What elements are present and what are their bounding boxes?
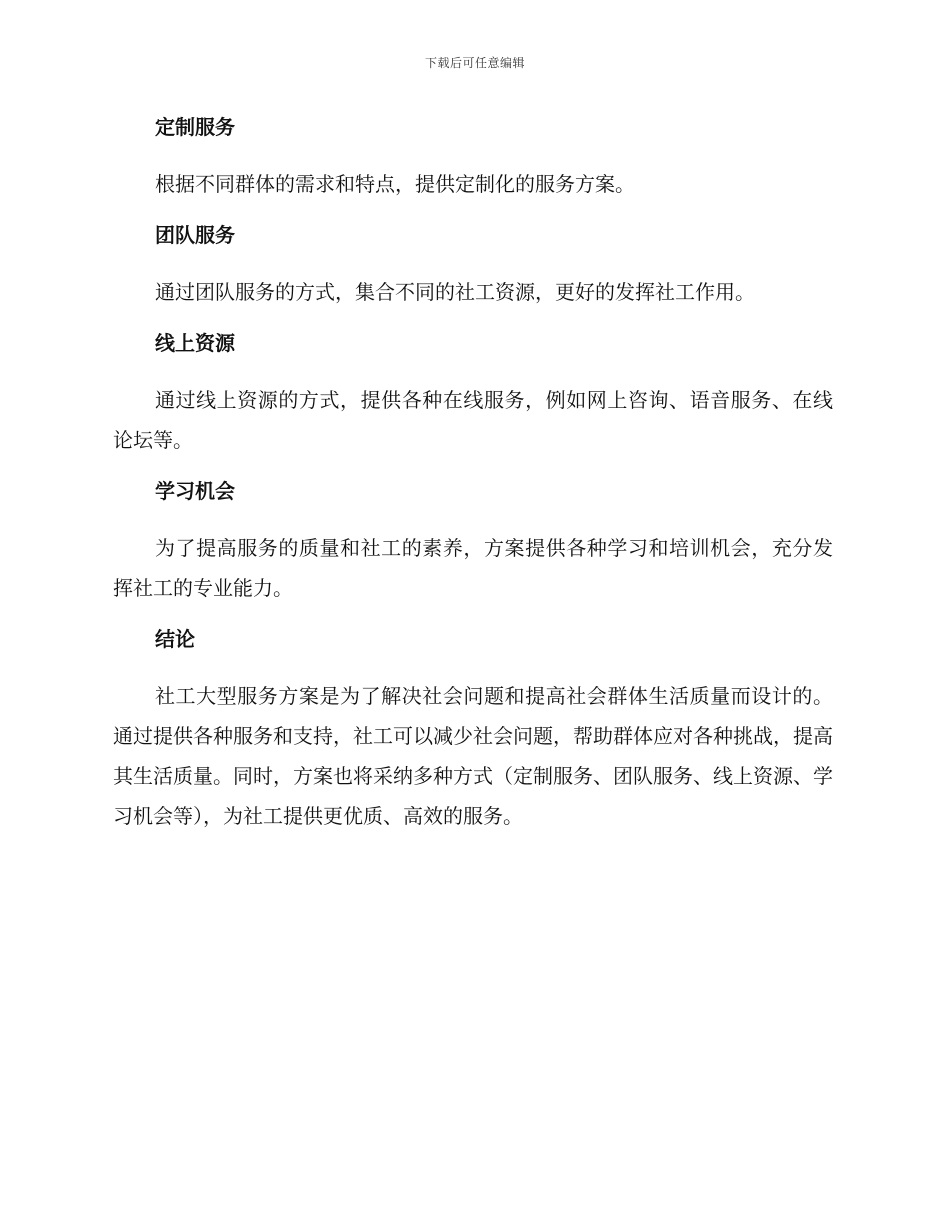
section-team-service <box>113 218 833 312</box>
section-heading: 线上资源 <box>155 331 235 355</box>
section-paragraph: 为了提高服务的质量和社工的素养，方案提供各种学习和培训机会，充分发挥社工的专业能力。 <box>113 536 833 600</box>
section-paragraph: 通过团队服务的方式，集合不同的社工资源，更好的发挥社工作用。 <box>155 280 755 304</box>
section-heading: 学习机会 <box>155 479 235 503</box>
section-conclusion <box>113 622 833 836</box>
page-header: 下载后可任意编辑 <box>424 56 525 70</box>
section-custom-service <box>113 110 833 204</box>
section-heading: 结论 <box>155 627 195 651</box>
section-heading: 定制服务 <box>155 115 235 139</box>
section-learning-opportunities <box>113 474 833 608</box>
section-paragraph: 根据不同群体的需求和特点，提供定制化的服务方案。 <box>155 172 635 196</box>
section-paragraph: 通过线上资源的方式，提供各种在线服务，例如网上咨询、语音服务、在线论坛等。 <box>113 388 833 452</box>
document-body <box>113 110 833 850</box>
section-online-resources <box>113 326 833 460</box>
section-heading: 团队服务 <box>155 223 235 247</box>
section-paragraph: 社工大型服务方案是为了解决社会问题和提高社会群体生活质量而设计的。通过提供各种服务和支持，社工可以减少社会问题，帮助群体应对各种挑战，提高其生活质量。同时，方案也将采纳多种方式（定制服务、团队服务、线上资源、学习机会等），为社工提供更优质、高效的服务。 <box>113 684 833 828</box>
